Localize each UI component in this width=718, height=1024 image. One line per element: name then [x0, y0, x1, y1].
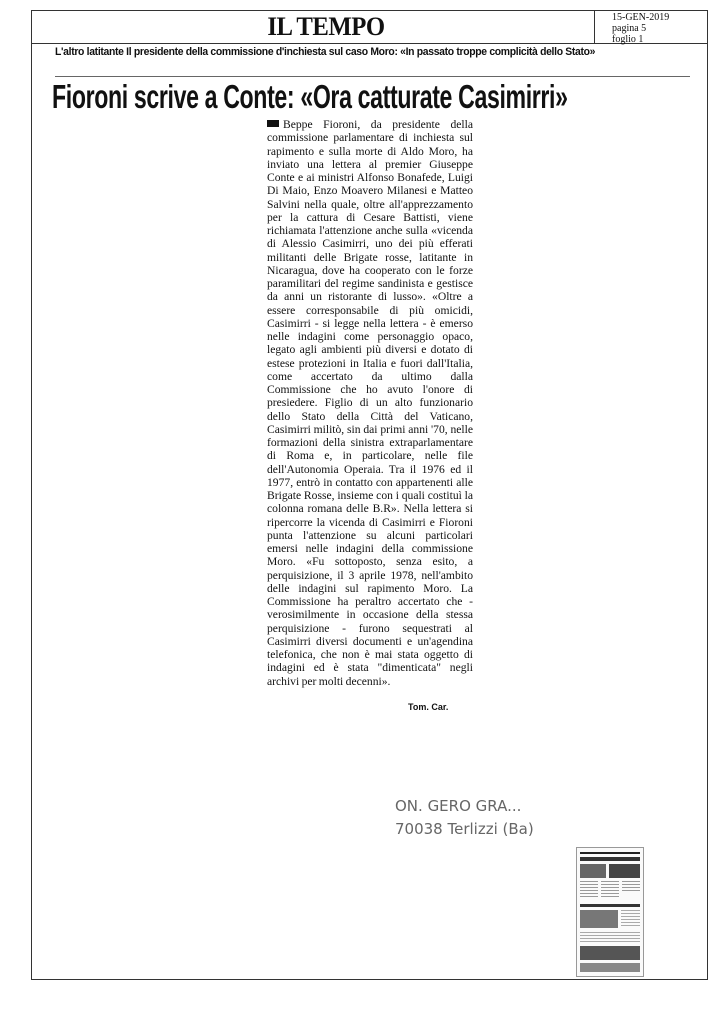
kicker-divider — [55, 76, 690, 77]
clipping-sheet: foglio 1 — [612, 34, 644, 45]
article-headline: Fioroni scrive a Conte: «Ora catturate Casimirri» — [52, 78, 568, 115]
clipping-meta — [594, 10, 708, 43]
page-thumbnail — [576, 847, 644, 977]
article-byline: Tom. Car. — [408, 702, 449, 712]
masthead-row — [31, 10, 708, 44]
article-body — [267, 118, 473, 688]
page-thumbnail-image — [577, 848, 643, 976]
stamp-address: 70038 Terlizzi (Ba) — [395, 820, 534, 838]
stamp-name: ON. GERO GRA... — [395, 797, 522, 815]
article-kicker: L'altro latitante Il presidente della commissione d'inchiesta sul caso Moro: «In passato troppe complicità dello Stato» — [55, 46, 596, 58]
clipping-date: 15-GEN-2019 — [612, 12, 670, 23]
paragraph-bullet-icon — [267, 120, 279, 127]
article-text: Beppe Fioroni, da presidente della commissione parlamentare di inchiesta sul rapimento e sulla morte di Aldo Moro, ha inviato una lettera al premier Giuseppe Conte e ai ministri Alfonso Bonafede, Luigi Di Maio, Enzo Moavero Milanesi e Matteo Salvini nella quale, oltre all'apprezzamento per la cattura di Cesare Battisti, viene richiamata l'attenzione anche sulla «vicenda di Alessio Casimirri, uno dei più efferati militanti delle Brigate rosse, latitante in Nicaragua, dove ha cooperato con le forze paramilitari del regime sandinista e gestisce da anni un ristorante di lusso». «Oltre a essere corresponsabile di più omicidi, Casimirri - si legge nella lettera - è emerso nelle indagini come personaggio opaco, legato agli ambienti più diversi e dotato di estese protezioni in Italia e fuori dall'Italia, come accertato da ultimo dalla Commissione che ho avuto l'onore di presiedere. Figlio di un alto funzionario dello Stato della Città del Vaticano, Casimirri militò, sin dai primi anni '70, nelle formazioni della sinistra extraparlamentare di Roma e, in particolare, nelle file dell'Autonomia Operaia. Tra il 1976 ed il 1977, entrò in contatto con appartenenti alle Brigate Rosse, insieme con i quali costituì la colonna romana delle B.R». Nella lettera si ripercorre la vicenda di Casimirri e Fioroni punta l'attenzione su alcuni particolari emersi nelle indagini della commissione Moro. «Fu sottoposto, senza esito, a perquisizione, il 3 aprile 1978, nell'ambito delle indagini sul rapimento Moro. La Commissione ha peraltro accertato che - verosimilmente in occasione della stessa perquisizione - furono sequestrati al Casimirri diversi documenti e un'agendina telefonica, che non è mai stata oggetto di indagini ed è stata "dimenticata" negli archivi per molti decenni». — [267, 118, 473, 688]
newspaper-masthead: IL TEMPO — [267, 12, 385, 41]
office-stamp — [395, 795, 534, 841]
clipping-page: pagina 5 — [612, 23, 647, 34]
